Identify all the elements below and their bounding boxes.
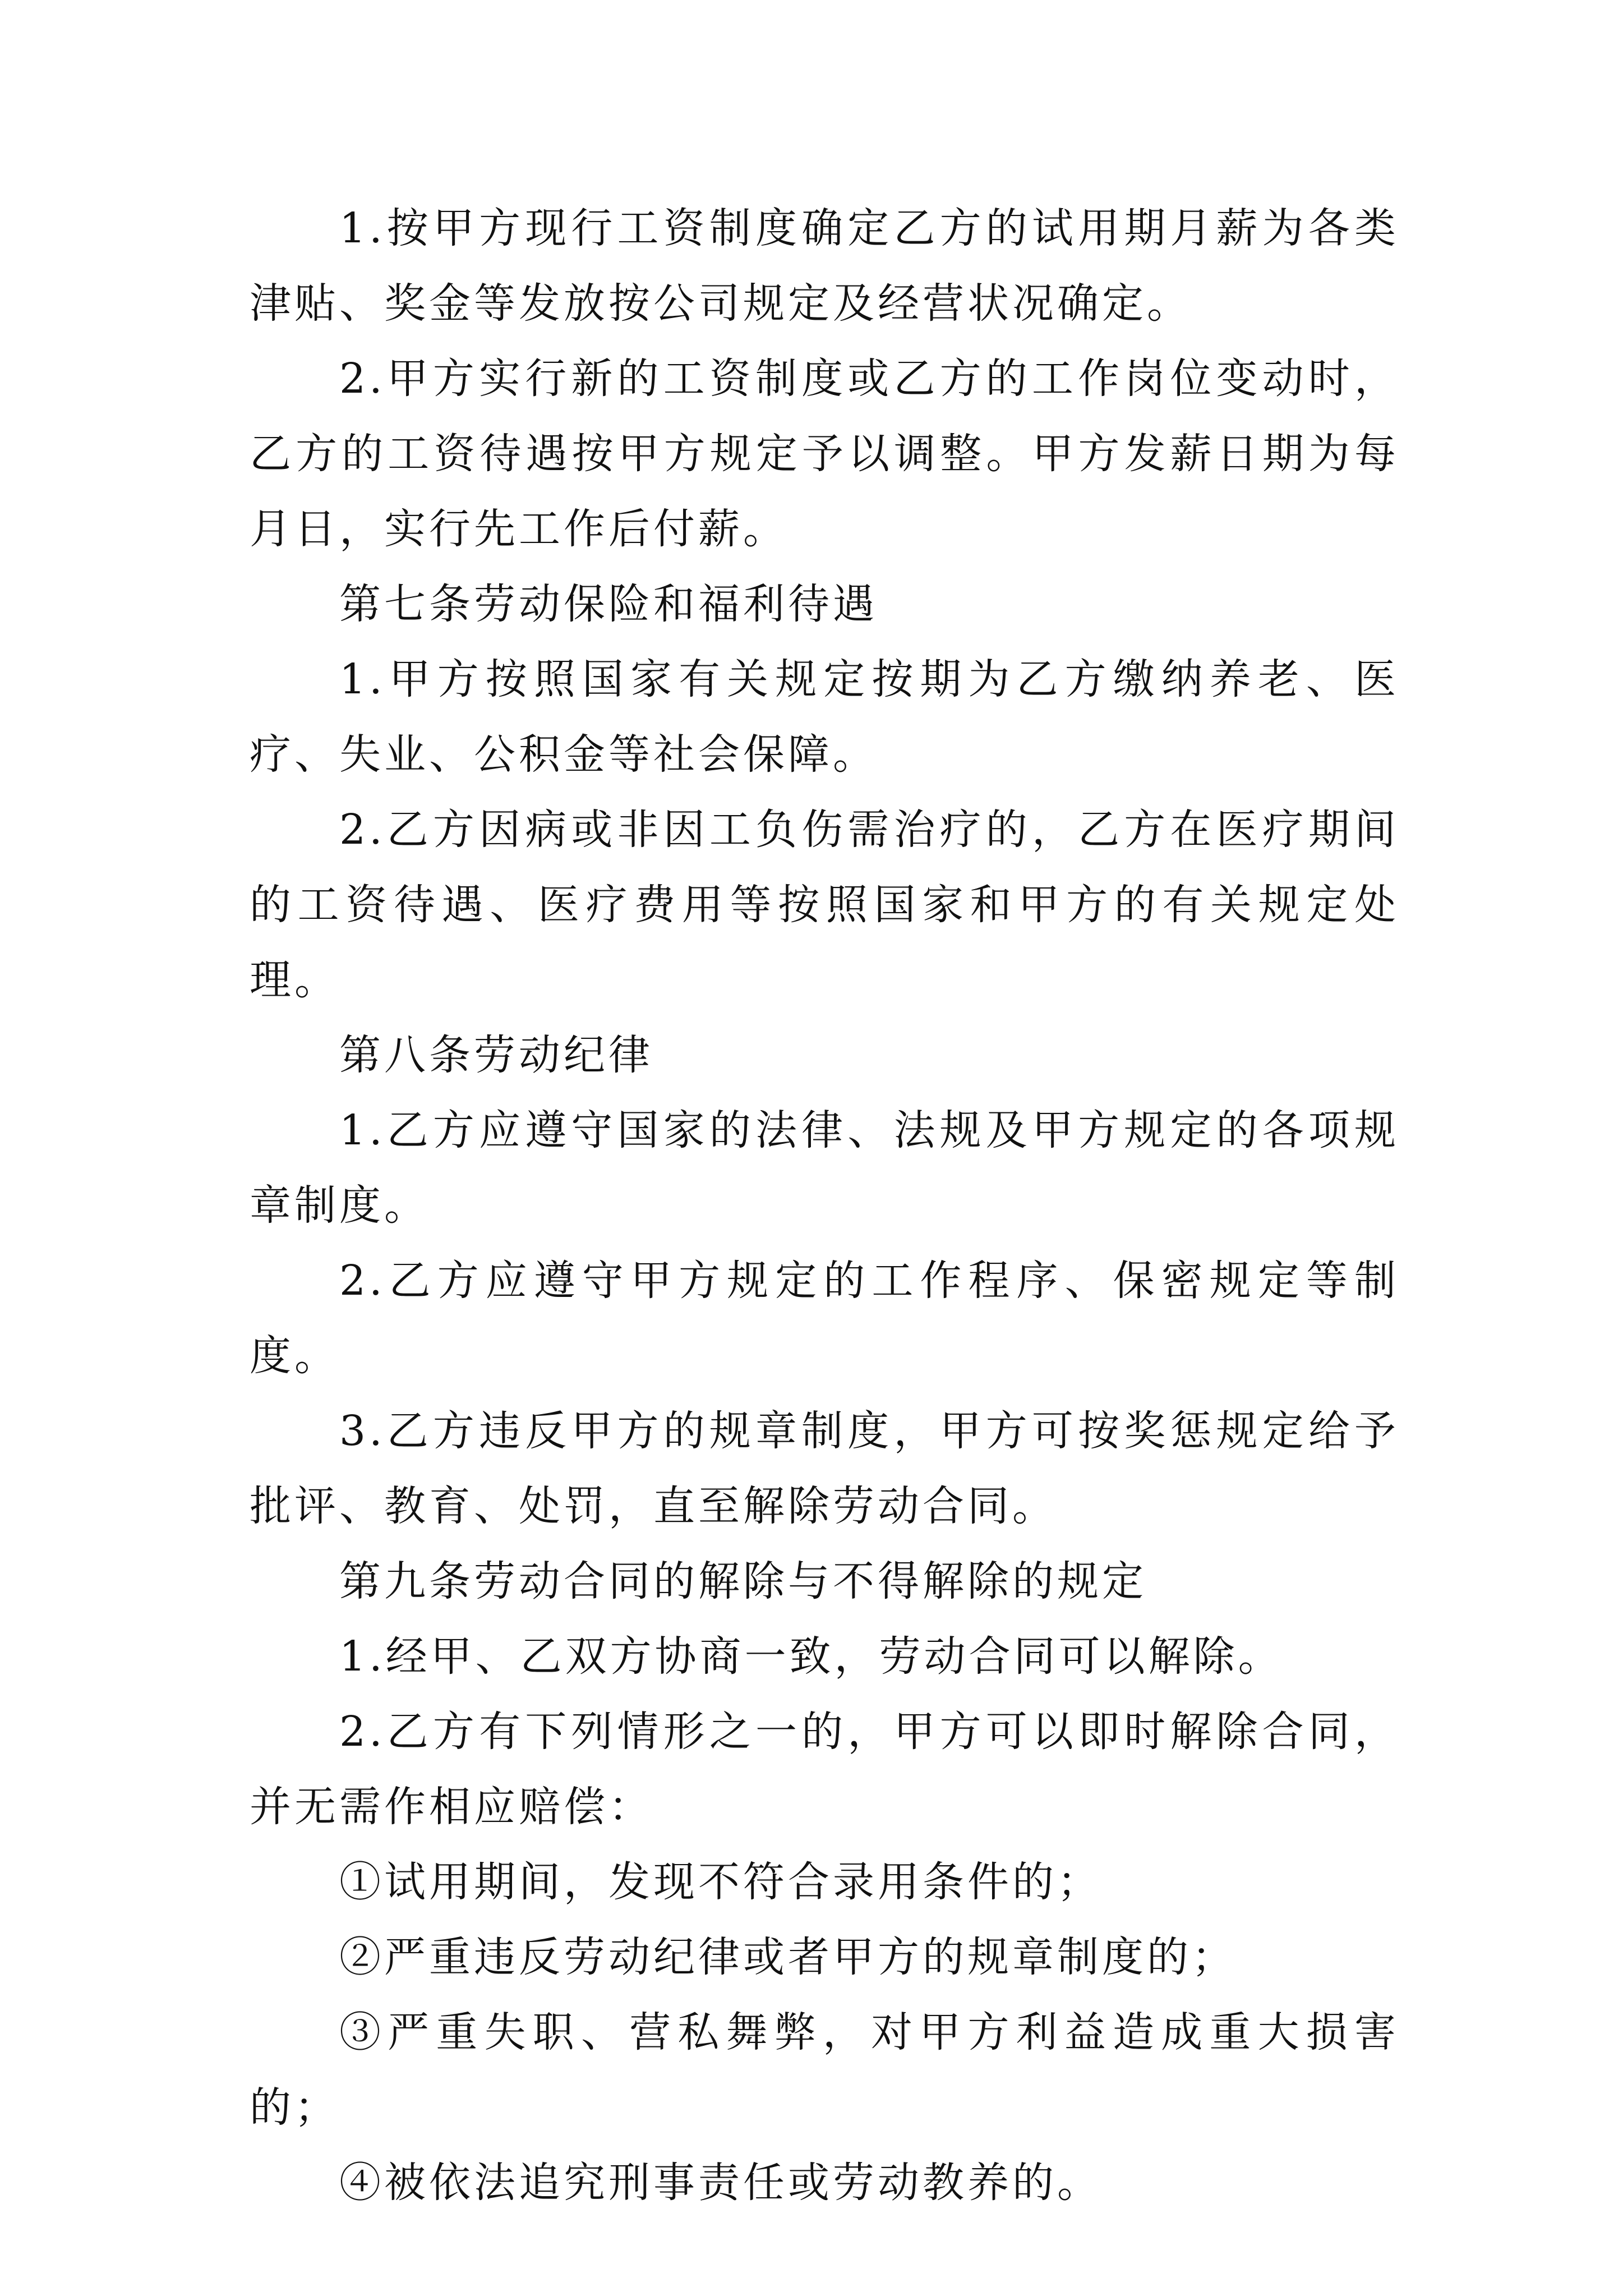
list-item: ④被依法追究刑事责任或劳动教养的。 bbox=[339, 2159, 1102, 2207]
paragraph-salary-probation: 1.按甲方现行工资制度确定乙方的试用期月薪为各类津贴、奖金等发放按公司规定及经营状况确定。 bbox=[250, 204, 1399, 328]
paragraph-obey-procedures: 2.乙方应遵守甲方规定的工作程序、保密规定等制度。 bbox=[250, 1257, 1399, 1380]
article-7-heading: 第七条劳动保险和福利待遇 bbox=[339, 580, 878, 628]
list-item: ②严重违反劳动纪律或者甲方的规章制度的； bbox=[339, 1933, 1237, 1981]
article-9-heading: 第九条劳动合同的解除与不得解除的规定 bbox=[339, 1557, 1147, 1605]
paragraph-violation: 3.乙方违反甲方的规章制度，甲方可按奖惩规定给予批评、教育、处罚，直至解除劳动合同。 bbox=[250, 1407, 1399, 1530]
paragraph-salary-adjustment: 2.甲方实行新的工资制度或乙方的工作岗位变动时，乙方的工资待遇按甲方规定予以调整。甲方发薪日期为每月日，实行先工作后付薪。 bbox=[250, 355, 1399, 553]
paragraph-obey-laws: 1.乙方应遵守国家的法律、法规及甲方规定的各项规章制度。 bbox=[250, 1106, 1399, 1230]
paragraph-medical-treatment: 2.乙方因病或非因工负伤需治疗的，乙方在医疗期间的工资待遇、医疗费用等按照国家和甲方的有关规定处理。 bbox=[250, 806, 1399, 1004]
article-8-heading: 第八条劳动纪律 bbox=[339, 1031, 653, 1079]
list-item: ③严重失职、营私舞弊，对甲方利益造成重大损害的； bbox=[250, 2008, 1399, 2132]
list-item: ①试用期间，发现不符合录用条件的； bbox=[339, 1858, 1102, 1906]
paragraph-immediate-termination: 2.乙方有下列情形之一的，甲方可以即时解除合同，并无需作相应赔偿： bbox=[250, 1708, 1399, 1831]
paragraph-social-insurance: 1.甲方按照国家有关规定按期为乙方缴纳养老、医疗、失业、公积金等社会保障。 bbox=[250, 655, 1399, 779]
document-page bbox=[250, 191, 1399, 2220]
paragraph-mutual-termination: 1.经甲、乙双方协商一致，劳动合同可以解除。 bbox=[339, 1632, 1283, 1681]
